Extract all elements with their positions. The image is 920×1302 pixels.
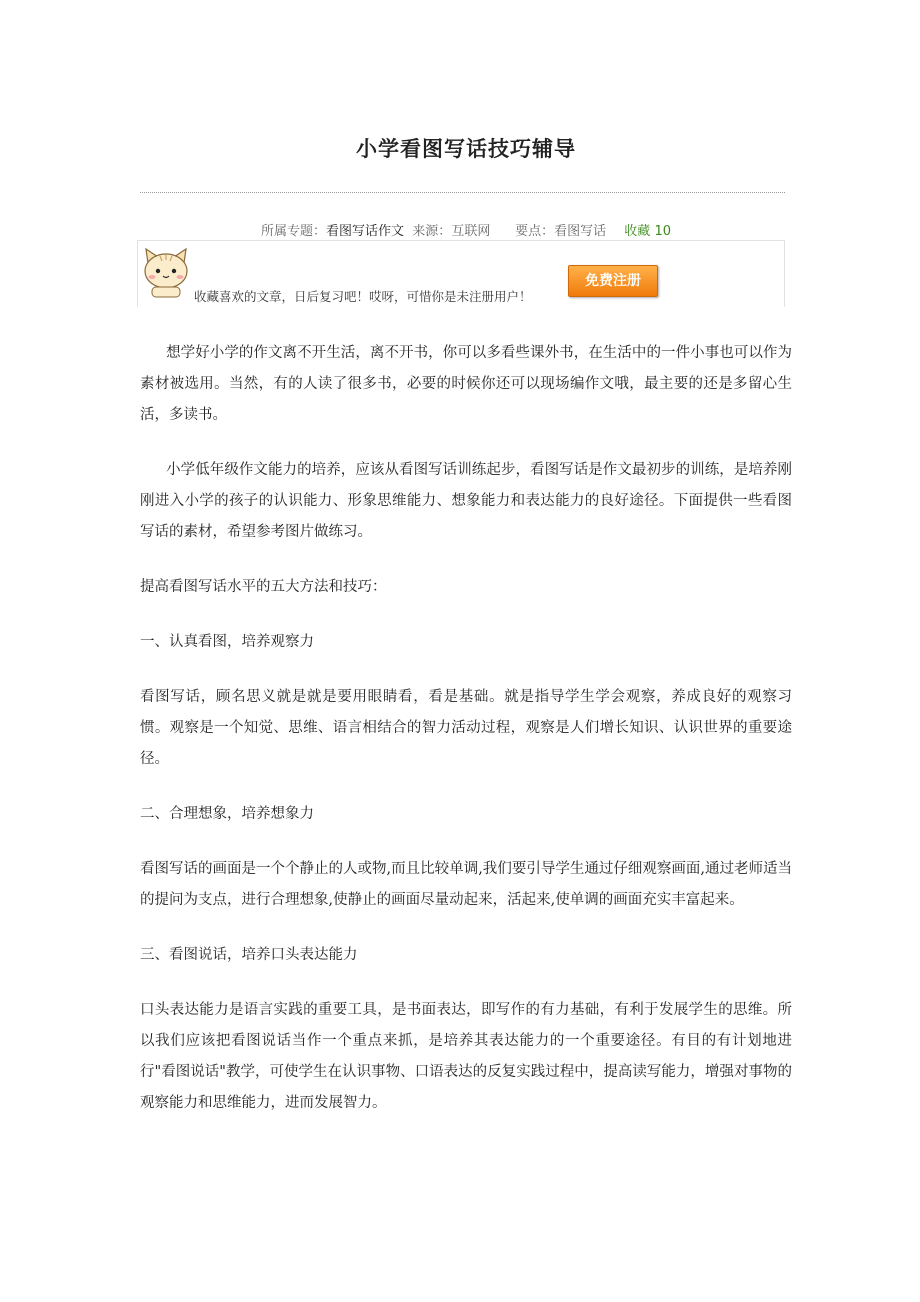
section-heading: 二、合理想象，培养想象力: [140, 806, 314, 822]
paragraph: 口头表达能力是语言实践的重要工具，是书面表达，即写作的有力基础，有利于发展学生的思维。所以我们应该把看图说话当作一个重点来抓，是培养其表达能力的一个重要途径。有目的有计划地进行"看图说话"教学，可使学生在认识事物、口语表达的反复实践过程中，提高读写能力，增强对事物的观察能力和思维能力，进而发展智力。: [140, 1002, 792, 1111]
section-heading: 一、认真看图，培养观察力: [140, 634, 314, 650]
favorite-prompt: 收藏喜欢的文章，日后复习吧！哎呀，可惜你是未注册用户！: [194, 289, 532, 304]
keypoint-value[interactable]: 看图写话: [554, 224, 607, 239]
paragraph: 想学好小学的作文离不开生活，离不开书，你可以多看些课外书，在生活中的一件小事也可以作为素材被选用。当然，有的人读了很多书，必要的时候你还可以现场编作文哦，最主要的还是多留心生活，多读书。: [140, 345, 792, 423]
section-heading: 三、看图说话，培养口头表达能力: [140, 947, 358, 963]
source-label: 来源：: [412, 224, 452, 239]
keypoint-label: 要点：: [515, 224, 555, 239]
register-button[interactable]: 免费注册: [568, 265, 658, 297]
favorite-box: [137, 240, 785, 307]
article-meta: [140, 220, 792, 239]
section-intro: 提高看图写话水平的五大方法和技巧：: [140, 579, 387, 595]
page-title: 小学看图写话技巧辅导: [356, 137, 576, 161]
topic-label: 所属专题：: [261, 224, 327, 239]
favorite-link[interactable]: [624, 224, 671, 239]
source-value: 互联网: [451, 224, 491, 239]
favorite-count: 10: [654, 224, 671, 239]
cat-avatar-icon: [138, 243, 194, 299]
paragraph: 小学低年级作文能力的培养，应该从看图写话训练起步，看图写话是作文最初步的训练，是培养刚刚进入小学的孩子的认识能力、形象思维能力、想象能力和表达能力的良好途径。下面提供一些看图写话的素材，希望参考图片做练习。: [140, 462, 792, 540]
topic-link[interactable]: 看图写话作文: [326, 224, 405, 239]
paragraph: 看图写话，顾名思义就是就是要用眼睛看，看是基础。就是指导学生学会观察，养成良好的观察习惯。观察是一个知觉、思维、语言相结合的智力活动过程，观察是人们增长知识、认识世界的重要途径。: [140, 689, 792, 767]
article-body: [140, 338, 792, 1143]
title-divider: [140, 192, 785, 193]
favorite-label: 收藏: [624, 224, 651, 239]
paragraph: 看图写话的画面是一个个静止的人或物,而且比较单调,我们要引导学生通过仔细观察画面,通过老师适当的提问为支点，进行合理想象,使静止的画面尽量动起来，活起来,使单调的画面充实丰富起来。: [140, 861, 792, 908]
